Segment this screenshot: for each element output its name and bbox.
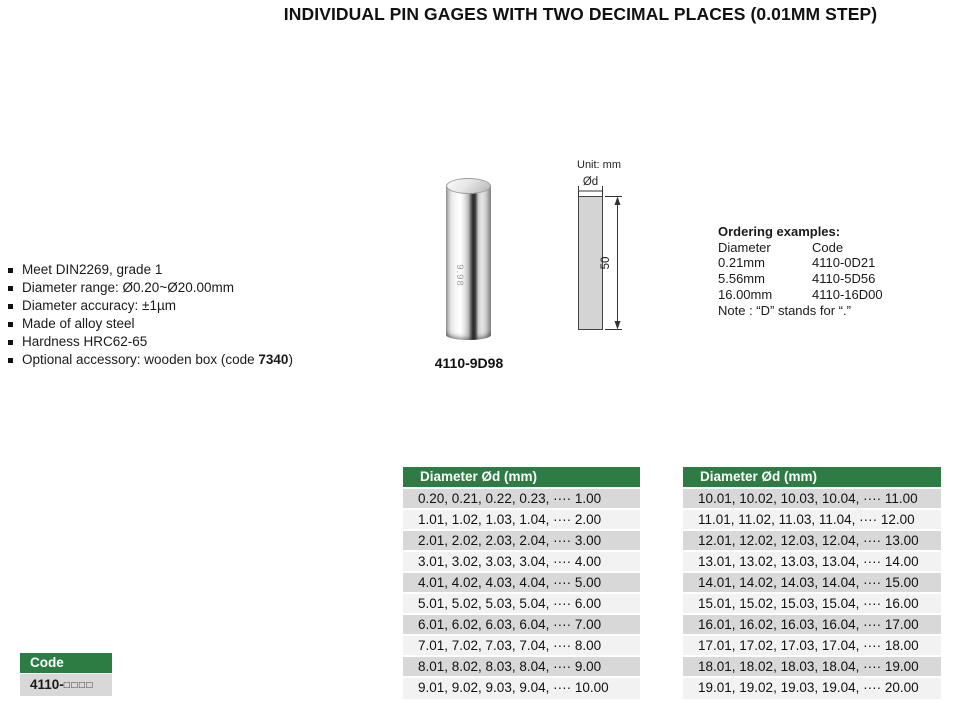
table-row: 8.01, 8.02, 8.03, 8.04, ···· 9.00 (403, 657, 640, 678)
feature-text: Diameter accuracy: ±1µm (22, 298, 176, 313)
feature-item (8, 333, 398, 351)
diameter-dim-label: Ød (582, 176, 599, 188)
gage-outline-rect (579, 197, 603, 330)
table-row: 0.20, 0.21, 0.22, 0.23, ···· 1.00 (403, 489, 640, 510)
table-row: 9.01, 9.02, 9.03, 9.04, ···· 10.00 (403, 678, 640, 699)
diameter-table-left (403, 467, 640, 699)
unit-label: Unit: mm (577, 159, 621, 171)
code-box-value (20, 674, 112, 696)
table-row: 17.01, 17.02, 17.03, 17.04, ···· 18.00 (683, 636, 941, 657)
bullet-square-icon (8, 340, 13, 345)
product-model-label: 4110-9D98 (434, 355, 504, 371)
page-title: INDIVIDUAL PIN GAGES WITH TWO DECIMAL PLACES (0.01MM STEP) (283, 4, 878, 24)
table-row: 18.01, 18.02, 18.03, 18.04, ···· 19.00 (683, 657, 941, 678)
pin-gage-photo-top (446, 178, 491, 194)
bullet-square-icon (8, 358, 13, 363)
pin-gage-photo (446, 186, 491, 340)
feature-text: Diameter range: Ø0.20~Ø20.00mm (22, 280, 234, 295)
ordering-row: 16.00mm 4110-16D00 (718, 286, 883, 302)
table-row: 3.01, 3.02, 3.03, 3.04, ···· 4.00 (403, 552, 640, 573)
height-dim-label: 50 (600, 256, 612, 270)
bullet-square-icon (8, 268, 13, 273)
table-row: 5.01, 5.02, 5.03, 5.04, ···· 6.00 (403, 594, 640, 615)
ordering-col1-header: Diameter (718, 239, 771, 255)
feature-item (8, 279, 398, 297)
feature-text: Hardness HRC62-65 (22, 334, 148, 349)
feature-text: Made of alloy steel (22, 316, 135, 331)
table-row: 10.01, 10.02, 10.03, 10.04, ···· 11.00 (683, 489, 941, 510)
bullet-square-icon (8, 304, 13, 309)
feature-item (8, 297, 398, 315)
dimension-drawing (560, 155, 650, 345)
feature-text: Meet DIN2269, grade 1 (22, 262, 163, 277)
table-row: 15.01, 15.02, 15.03, 15.04, ···· 16.00 (683, 594, 941, 615)
accessory-code: 7340 (258, 352, 289, 367)
table-row: 11.01, 11.02, 11.03, 11.04, ···· 12.00 (683, 510, 941, 531)
table-header: Diameter Ød (mm) (403, 467, 640, 489)
table-row: 1.01, 1.02, 1.03, 1.04, ···· 2.00 (403, 510, 640, 531)
ordering-heading: Ordering examples: (718, 224, 841, 239)
table-row: 14.01, 14.02, 14.03, 14.04, ···· 15.00 (683, 573, 941, 594)
ordering-header-row (718, 240, 938, 256)
ordering-examples (718, 224, 938, 318)
code-placeholder-squares: □□□□ (63, 680, 94, 691)
ordering-row: 0.21mm 4110-0D21 (718, 255, 876, 271)
ordering-col2-header: Code (812, 239, 844, 255)
table-row: 12.01, 12.02, 12.03, 12.04, ···· 13.00 (683, 531, 941, 552)
bullet-square-icon (8, 286, 13, 291)
feature-list (8, 261, 398, 369)
table-row: 2.01, 2.02, 2.03, 2.04, ···· 3.00 (403, 531, 640, 552)
ordering-note: Note : “D” stands for “.” (718, 302, 851, 318)
code-box (20, 653, 112, 696)
table-header: Diameter Ød (mm) (683, 467, 941, 489)
feature-item (8, 261, 398, 279)
table-row: 7.01, 7.02, 7.03, 7.04, ···· 8.00 (403, 636, 640, 657)
ordering-row: 5.56mm 4110-5D56 (718, 271, 876, 287)
feature-item-optional-accessory (8, 351, 398, 369)
table-row: 4.01, 4.02, 4.03, 4.04, ···· 5.00 (403, 573, 640, 594)
pin-engraving: 9.98 (453, 264, 465, 287)
table-row: 19.01, 19.02, 19.03, 19.04, ···· 20.00 (683, 678, 941, 699)
arrow-up-icon (615, 197, 621, 206)
code-box-header: Code (20, 653, 112, 674)
bullet-square-icon (8, 322, 13, 327)
table-row: 6.01, 6.02, 6.03, 6.04, ···· 7.00 (403, 615, 640, 636)
code-prefix: 4110- (30, 677, 64, 692)
feature-text: Optional accessory: wooden box (code 7340) (22, 352, 293, 367)
table-row: 16.01, 16.02, 16.03, 16.04, ···· 17.00 (683, 615, 941, 636)
feature-item (8, 315, 398, 333)
diameter-table-right (683, 467, 941, 699)
arrow-down-icon (615, 321, 621, 330)
table-row: 13.01, 13.02, 13.03, 13.04, ···· 14.00 (683, 552, 941, 573)
